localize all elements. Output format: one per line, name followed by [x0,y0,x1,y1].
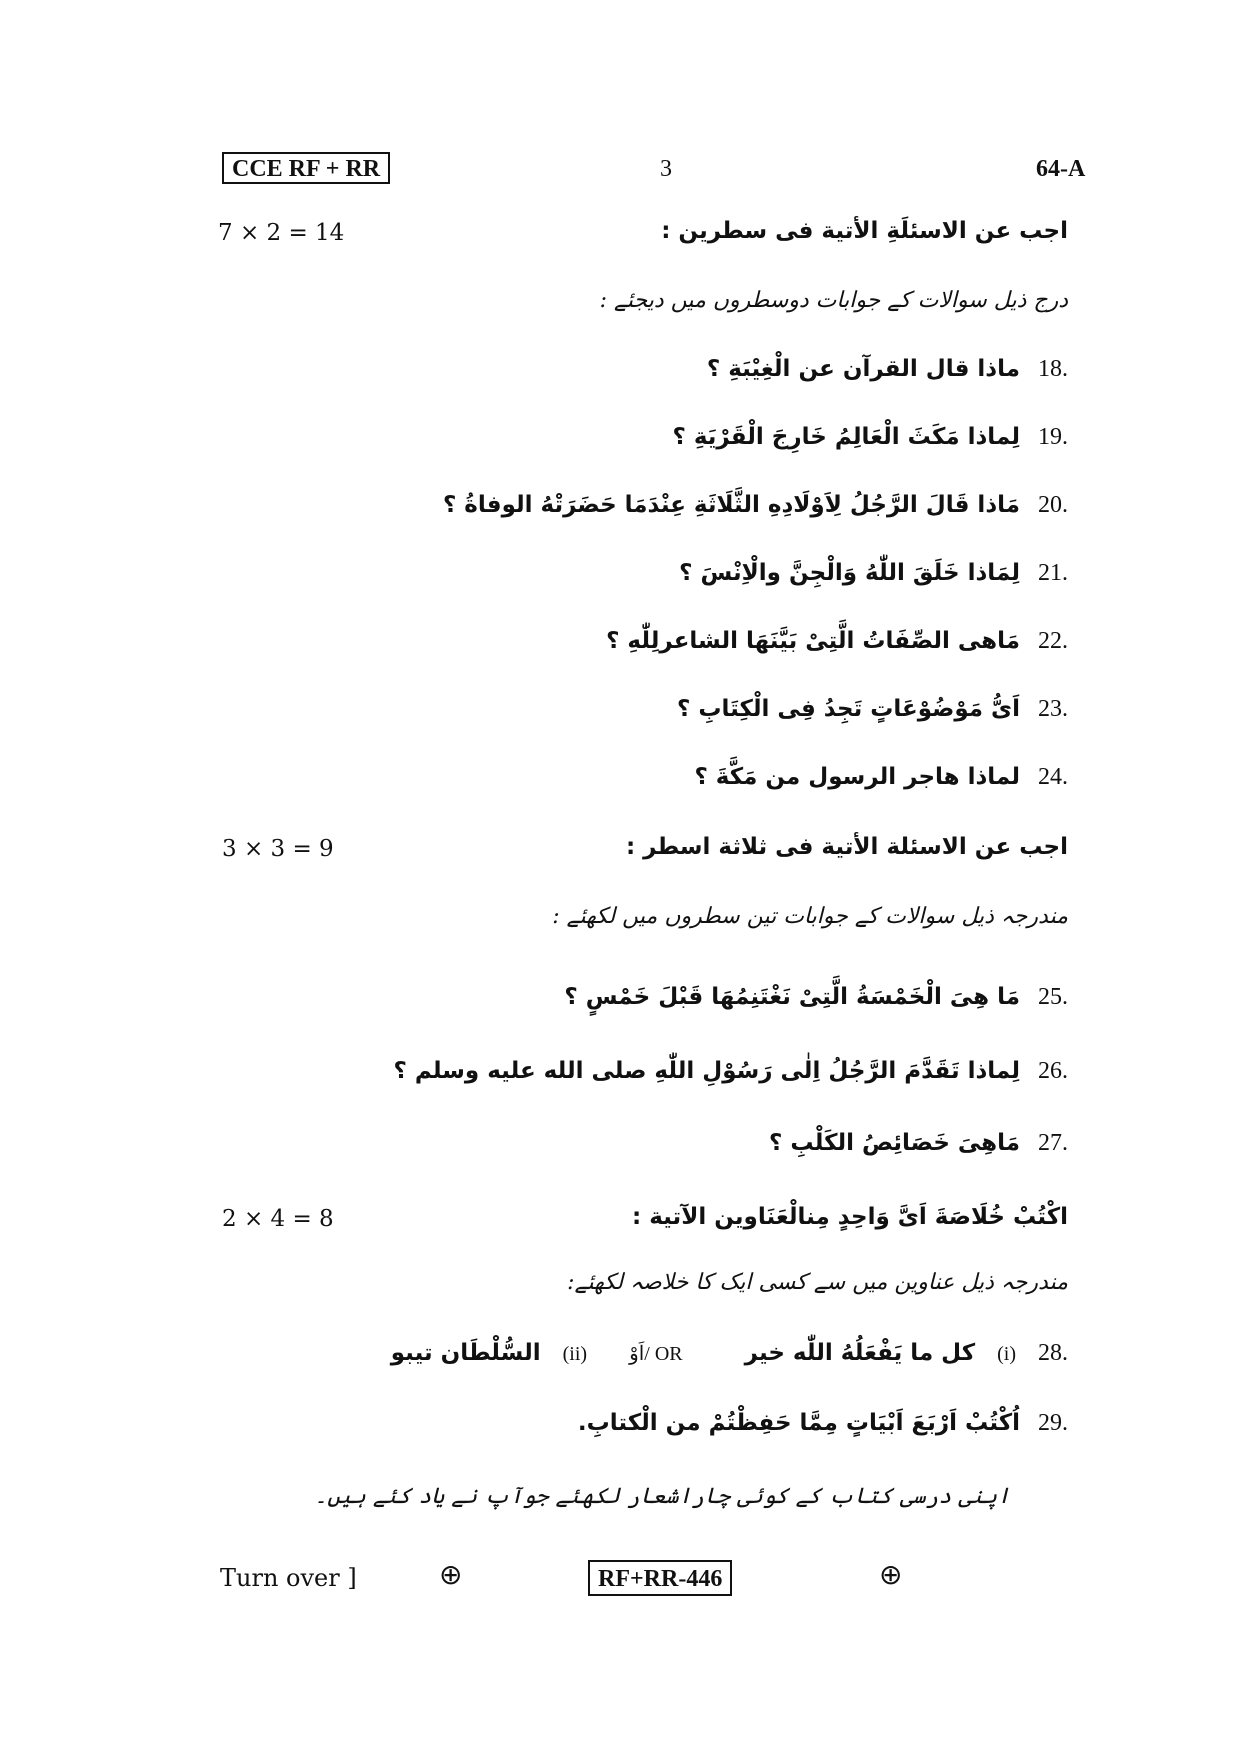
question-number: 20. [1038,492,1068,518]
question-number: 27. [1038,1130,1068,1156]
question-text: ماذا قال القرآن عن الْغِيْبَةِ ؟ [706,356,1020,382]
section2-marks: 3 × 3 = 9 [222,836,334,862]
page-number: 3 [660,156,672,182]
question-number: 24. [1038,764,1068,790]
section1-marks: 7 × 2 = 14 [218,220,345,246]
section3-marks: 2 × 4 = 8 [222,1206,334,1232]
registration-mark-icon: ⊕ [439,1558,463,1591]
question-20 [443,492,1068,519]
question-text: مَاهِىَ خَصَائِصُ الكَلْبِ ؟ [769,1130,1020,1156]
registration-mark-icon: ⊕ [879,1558,903,1591]
question-number: 21. [1038,560,1068,586]
section2-heading: اجب عن الاسئلة الأتية فی ثلاثة اسطر : [625,834,1068,860]
option-1-text: كل ما يَفْعَلُهُ اللّٰه خير [744,1340,976,1366]
question-text: لِمَاذا خَلَقَ اللّٰهُ وَالْجِنَّ والْاِنْسَ ؟ [679,560,1020,586]
question-number: 29. [1038,1410,1068,1436]
question-22 [606,628,1068,655]
question-29-urdu: اپنی درسی کتاب کے کوئی چاراشعار لکھئے جوآپ نے یاد کئے ہیں۔ [314,1484,1010,1509]
paper-code: 64-A [1036,156,1086,182]
section1-instruction: درج ذیل سوالات کے جوابات دوسطروں میں دیجئے : [599,288,1068,313]
question-text: مَا هِىَ الْخَمْسَةُ الَّتِىْ نَغْتَنِمُهَا قَبْلَ خَمْسٍ ؟ [564,984,1020,1010]
option-1-label: (i) [997,1343,1016,1365]
question-number: 26. [1038,1058,1068,1084]
question-text: اُكْتُبْ اَرْبَعَ اَبْيَاتٍ مِمَّا حَفِظْتُمْ من الْكتابِ. [577,1410,1020,1436]
section1-heading: اجب عن الاسئلَةِ الأتية فی سطرين : [661,218,1068,244]
question-number: 28. [1038,1340,1068,1366]
turn-over-text: Turn over ] [220,1564,357,1592]
question-26 [394,1058,1068,1085]
question-29 [578,1410,1068,1437]
question-21 [679,560,1068,587]
question-text: لِماذا مَكَثَ الْعَالِمُ خَارِجَ الْقَرْيَةِ ؟ [672,424,1020,450]
question-text: اَىُّ مَوْضُوْعَاتٍ تَجِدُ فِى الْكِتَابِ ؟ [677,696,1020,722]
question-number: 23. [1038,696,1068,722]
question-19 [672,424,1068,451]
question-28 [391,1340,1068,1367]
question-number: 22. [1038,628,1068,654]
question-27 [769,1130,1068,1157]
or-text: OR /اَوْ [629,1343,683,1365]
question-text: مَاهى الصِّفَاتُ الَّتِىْ بَيَّنَهَا الشاعرلِلّٰهِ ؟ [606,628,1020,654]
question-number: 19. [1038,424,1068,450]
question-text: مَاذا قَالَ الرَّجُلُ لِاَوْلَادِهِ الثَّلَاثَةِ عِنْدَمَا حَضَرَتْهُ الوفاةُ ؟ [442,492,1020,518]
question-paper-code-box: RF+RR-446 [588,1560,732,1596]
section2-instruction: مندرجہ ذیل سوالات کے جوابات تین سطروں میں لکھئے : [552,904,1068,929]
section3-instruction: مندرجہ ذیل عناوین میں سے کسی ایک کا خلاصہ لکھئے: [567,1270,1068,1295]
question-number: 25. [1038,984,1068,1010]
option-2-text: السُّلْطَان تيبو [390,1340,541,1366]
question-23 [677,696,1068,723]
question-number: 18. [1038,356,1068,382]
question-24 [694,764,1068,791]
question-text: لماذا هاجر الرسول من مَكَّةَ ؟ [694,764,1020,790]
section3-heading: اكْتُبْ خُلَاصَةَ اَىَّ وَاحِدٍ مِنالْعَنَاوين الآتية : [632,1204,1068,1230]
exam-series-box: CCE RF + RR [222,152,390,184]
question-18 [707,356,1068,383]
option-2-label: (ii) [562,1343,588,1365]
question-25 [564,984,1068,1011]
question-text: لِماذا تَقَدَّمَ الرَّجُلُ اِلٰى رَسُوْلِ اللّٰهِ صلى الله عليه وسلم ؟ [393,1058,1020,1084]
